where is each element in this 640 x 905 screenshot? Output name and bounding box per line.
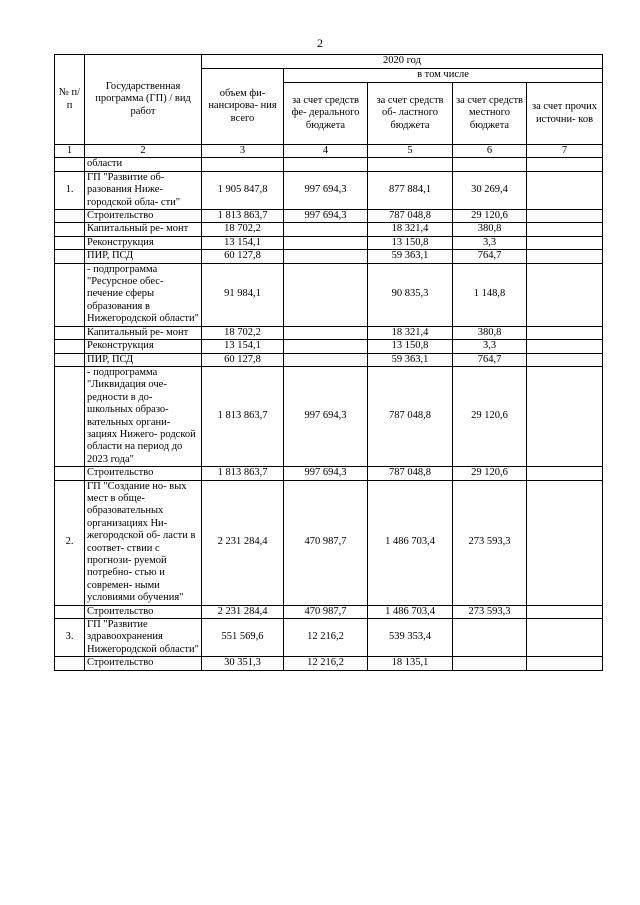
row-number <box>55 340 85 353</box>
value-regional: 59 363,1 <box>368 353 453 366</box>
row-name: - подпрограмма "Ликвидация оче- редности в до- школьных образо- вательных органи- зациях Нижего- родской области на период до 2023 года" <box>85 366 202 466</box>
value-total: 1 813 863,7 <box>202 366 284 466</box>
row-name: ГП "Создание но- вых мест в обще- образовательных организациях Ни- жегородской об- ласти в соответ- ствии с прогнози- руемой потребно- стью и современ- ными условиями обучения" <box>85 480 202 605</box>
value-regional: 539 353,4 <box>368 619 453 657</box>
table-row <box>55 657 603 670</box>
value-federal: 470 987,7 <box>284 605 368 618</box>
header-program: Государственная программа (ГП) / вид работ <box>85 55 202 145</box>
value-federal <box>284 263 368 326</box>
row-number <box>55 223 85 236</box>
table-row <box>55 467 603 480</box>
value-total: 13 154,1 <box>202 236 284 249</box>
value-federal <box>284 250 368 263</box>
value-total: 1 813 863,7 <box>202 467 284 480</box>
table-row <box>55 619 603 657</box>
value-other <box>527 619 603 657</box>
value-federal <box>284 223 368 236</box>
value-other <box>527 236 603 249</box>
value-local: 30 269,4 <box>453 171 527 209</box>
row-name: Строительство <box>85 210 202 223</box>
value-regional: 18 135,1 <box>368 657 453 670</box>
value-local: 764,7 <box>453 250 527 263</box>
row-number <box>55 657 85 670</box>
header-local: за счет средств местного бюджета <box>453 83 527 145</box>
value-federal: 997 694,3 <box>284 366 368 466</box>
value-total: 60 127,8 <box>202 353 284 366</box>
row-name: - подпрограмма "Ресурсное обес- печение сферы образования в Нижегородской области" <box>85 263 202 326</box>
column-number: 5 <box>368 145 453 158</box>
value-local: 380,8 <box>453 223 527 236</box>
value-other <box>527 326 603 339</box>
row-name: ПИР, ПСД <box>85 250 202 263</box>
row-name: Строительство <box>85 467 202 480</box>
value-other <box>527 480 603 605</box>
value-federal: 12 216,2 <box>284 619 368 657</box>
value-other <box>527 223 603 236</box>
row-name: ПИР, ПСД <box>85 353 202 366</box>
value-other <box>527 467 603 480</box>
value-local: 380,8 <box>453 326 527 339</box>
value-federal <box>284 326 368 339</box>
column-number: 3 <box>202 145 284 158</box>
row-number <box>55 467 85 480</box>
value-local: 1 148,8 <box>453 263 527 326</box>
value-regional: 59 363,1 <box>368 250 453 263</box>
value-local: 273 593,3 <box>453 480 527 605</box>
table-body <box>55 145 603 671</box>
value-regional: 13 150,8 <box>368 236 453 249</box>
value-regional: 1 486 703,4 <box>368 605 453 618</box>
header-federal: за счет средств фе- дерального бюджета <box>284 83 368 145</box>
value-federal: 997 694,3 <box>284 171 368 209</box>
value-local: 273 593,3 <box>453 605 527 618</box>
row-number: 3. <box>55 619 85 657</box>
value-local <box>453 657 527 670</box>
financing-table <box>54 54 603 671</box>
header-other: за счет прочих источни- ков <box>527 83 603 145</box>
value-local: 29 120,6 <box>453 210 527 223</box>
value-local: 3,3 <box>453 236 527 249</box>
row-number <box>55 236 85 249</box>
value-local: 764,7 <box>453 353 527 366</box>
row-number <box>55 366 85 466</box>
value-local <box>453 619 527 657</box>
row-number <box>55 250 85 263</box>
row-name: ГП "Развитие об- разования Ниже- городской обла- сти" <box>85 171 202 209</box>
value-total: 30 351,3 <box>202 657 284 670</box>
continuation-text: области <box>85 158 202 171</box>
header-regional: за счет средств об- ластного бюджета <box>368 83 453 145</box>
value-regional: 90 835,3 <box>368 263 453 326</box>
row-number: 2. <box>55 480 85 605</box>
table-row <box>55 326 603 339</box>
value-other <box>527 171 603 209</box>
column-number: 7 <box>527 145 603 158</box>
header-including: в том числе <box>284 69 603 83</box>
column-number: 1 <box>55 145 85 158</box>
column-number: 6 <box>453 145 527 158</box>
value-federal: 12 216,2 <box>284 657 368 670</box>
row-number: 1. <box>55 171 85 209</box>
row-name: Строительство <box>85 605 202 618</box>
value-total: 2 231 284,4 <box>202 480 284 605</box>
value-regional: 877 884,1 <box>368 171 453 209</box>
value-total: 60 127,8 <box>202 250 284 263</box>
value-other <box>527 250 603 263</box>
value-regional: 18 321,4 <box>368 326 453 339</box>
row-name: Капитальный ре- монт <box>85 223 202 236</box>
value-other <box>527 353 603 366</box>
row-name: Строительство <box>85 657 202 670</box>
value-regional: 18 321,4 <box>368 223 453 236</box>
table-row <box>55 236 603 249</box>
value-regional: 13 150,8 <box>368 340 453 353</box>
value-other <box>527 340 603 353</box>
value-other <box>527 263 603 326</box>
row-name: Капитальный ре- монт <box>85 326 202 339</box>
value-other <box>527 210 603 223</box>
value-local: 29 120,6 <box>453 366 527 466</box>
value-federal <box>284 236 368 249</box>
value-total: 18 702,2 <box>202 223 284 236</box>
table-row <box>55 480 603 605</box>
value-total: 1 905 847,8 <box>202 171 284 209</box>
page-number: 2 <box>317 36 323 50</box>
value-federal <box>284 353 368 366</box>
value-regional: 787 048,8 <box>368 210 453 223</box>
column-number: 4 <box>284 145 368 158</box>
table-row <box>55 210 603 223</box>
row-name: ГП "Развитие здравоохранения Нижегородской области" <box>85 619 202 657</box>
row-name: Реконструкция <box>85 236 202 249</box>
value-other <box>527 657 603 670</box>
table-row <box>55 263 603 326</box>
value-federal: 997 694,3 <box>284 467 368 480</box>
table-row <box>55 340 603 353</box>
table-row <box>55 353 603 366</box>
row-number <box>55 326 85 339</box>
column-numbers-row <box>55 145 603 158</box>
value-total: 18 702,2 <box>202 326 284 339</box>
value-federal: 997 694,3 <box>284 210 368 223</box>
column-number: 2 <box>85 145 202 158</box>
row-number <box>55 353 85 366</box>
value-regional: 787 048,8 <box>368 467 453 480</box>
continuation-row <box>55 158 603 171</box>
row-number <box>55 605 85 618</box>
table-row <box>55 223 603 236</box>
table-row <box>55 250 603 263</box>
value-total: 2 231 284,4 <box>202 605 284 618</box>
header-total: объем фи- нансирова- ния всего <box>202 69 284 145</box>
value-total: 13 154,1 <box>202 340 284 353</box>
value-regional: 1 486 703,4 <box>368 480 453 605</box>
value-federal: 470 987,7 <box>284 480 368 605</box>
value-total: 1 813 863,7 <box>202 210 284 223</box>
value-local: 29 120,6 <box>453 467 527 480</box>
table-row <box>55 171 603 209</box>
value-local: 3,3 <box>453 340 527 353</box>
row-number <box>55 210 85 223</box>
value-regional: 787 048,8 <box>368 366 453 466</box>
header-number: № п/п <box>55 55 85 145</box>
value-other <box>527 366 603 466</box>
header-year: 2020 год <box>202 55 603 69</box>
row-number <box>55 263 85 326</box>
value-total: 551 569,6 <box>202 619 284 657</box>
table-row <box>55 605 603 618</box>
row-name: Реконструкция <box>85 340 202 353</box>
value-other <box>527 605 603 618</box>
value-federal <box>284 340 368 353</box>
table-row <box>55 366 603 466</box>
value-total: 91 984,1 <box>202 263 284 326</box>
